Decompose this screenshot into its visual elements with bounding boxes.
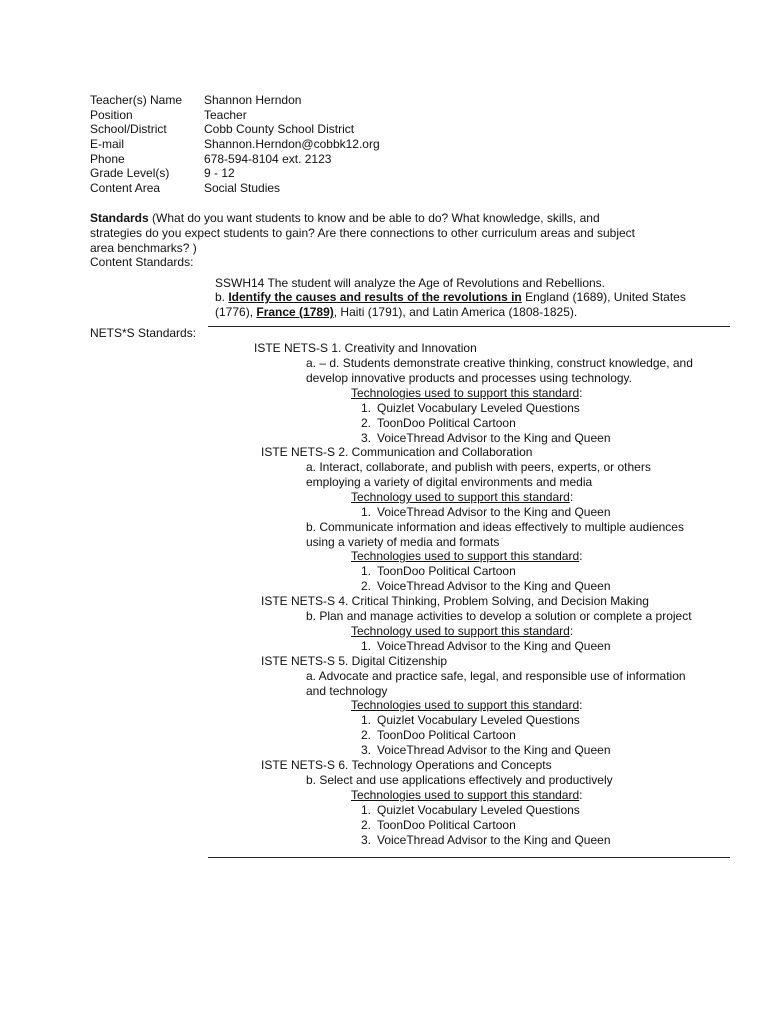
value-grade-levels: 9 - 12 (204, 166, 235, 180)
standard-b-bold: Identify the causes and results of the revolutions in (228, 290, 522, 304)
value-teacher-name: Shannon Herndon (204, 93, 302, 107)
nets-standards-label: NETS*S Standards: (90, 326, 197, 340)
nets-s5a-line2: and technology (306, 684, 388, 698)
label-teacher-name: Teacher(s) Name (90, 93, 183, 107)
content-standards-label: Content Standards: (90, 255, 194, 269)
nets-s2b-line1: b. Communicate information and ideas effectively to multiple audiences (306, 520, 684, 534)
standards-question-line1 (90, 211, 600, 226)
nets-s2b-line2: using a variety of media and formats (306, 535, 500, 549)
nets-s5-title: ISTE NETS-S 5. Digital Citizenship (261, 654, 448, 668)
label-content-area: Content Area (90, 180, 161, 195)
divider-top (208, 326, 730, 327)
nets-s6-title: ISTE NETS-S 6. Technology Operations and Concepts (261, 758, 552, 772)
label-position: Position (90, 107, 133, 122)
nets-s4-title: ISTE NETS-S 4. Critical Thinking, Problem Solving, and Decision Making (261, 594, 649, 608)
list-item: 3. VoiceThread Advisor to the King and Queen (360, 833, 611, 847)
nets-s2a-tech-heading: Technology used to support this standard: (351, 490, 574, 504)
label-school-district: School/District (90, 122, 167, 136)
list-item: 3. VoiceThread Advisor to the King and Queen (360, 431, 611, 445)
nets-s4b-line1: b. Plan and manage activities to develop a solution or complete a project (306, 609, 692, 623)
standards-question-line2: strategies do you expect students to gain? Are there connections to other curriculum areas and subject (90, 226, 635, 240)
nets-s4-tech-heading: Technology used to support this standard: (351, 624, 574, 638)
standard-b-line1: b. Identify the causes and results of the revolutions in England (1689), United States (215, 290, 686, 304)
list-item: 2. ToonDoo Political Cartoon (360, 728, 516, 742)
nets-s2a-line2: employing a variety of digital environments and media (306, 475, 593, 489)
value-phone: 678-594-8104 ext. 2123 (204, 151, 332, 166)
standard-b-line2: (1776), France (1789), Haiti (1791), and Latin America (1808-1825). (215, 305, 578, 319)
france-1789: France (1789) (256, 305, 334, 319)
nets-s2a-line1: a. Interact, collaborate, and publish with peers, experts, or others (306, 460, 651, 474)
list-item: 1. Quizlet Vocabulary Leveled Questions (360, 401, 580, 415)
value-email: Shannon.Herndon@cobbk12.org (204, 136, 380, 151)
list-item: 2. ToonDoo Political Cartoon (360, 416, 516, 430)
nets-s6-tech-heading: Technologies used to support this standard: (351, 788, 583, 802)
list-item: 1. ToonDoo Political Cartoon (360, 564, 516, 578)
nets-s6b-line1: b. Select and use applications effectively and productively (306, 773, 613, 787)
nets-s1-desc-line1: a. – d. Students demonstrate creative thinking, construct knowledge, and (306, 356, 693, 370)
nets-s1-tech-heading: Technologies used to support this standard: (351, 386, 583, 400)
divider-bottom (208, 857, 730, 858)
nets-s5a-line1: a. Advocate and practice safe, legal, and responsible use of information (306, 669, 686, 683)
sswh14-line: SSWH14 The student will analyze the Age of Revolutions and Rebellions. (215, 275, 606, 290)
nets-s2b-tech-heading: Technologies used to support this standard: (351, 549, 583, 563)
value-school-district: Cobb County School District (204, 122, 355, 136)
list-item: 3. VoiceThread Advisor to the King and Queen (360, 743, 611, 757)
standards-question-line3: area benchmarks? ) (90, 240, 197, 255)
standards-question-text: (What do you want students to know and be able to do? What knowledge, skills, and (148, 211, 600, 225)
list-item: 1. VoiceThread Advisor to the King and Queen (360, 505, 611, 519)
list-item: 1. Quizlet Vocabulary Leveled Questions (360, 803, 580, 817)
value-position: Teacher (204, 107, 247, 122)
label-email: E-mail (90, 136, 125, 151)
list-item: 1. Quizlet Vocabulary Leveled Questions (360, 713, 580, 727)
list-item: 2. VoiceThread Advisor to the King and Queen (360, 579, 611, 593)
label-phone: Phone (90, 151, 125, 166)
list-item: 2. ToonDoo Political Cartoon (360, 818, 516, 832)
standards-heading: Standards (90, 211, 149, 225)
label-grade-levels: Grade Level(s) (90, 166, 170, 180)
value-content-area: Social Studies (204, 180, 281, 195)
nets-s1-desc-line2: develop innovative products and processes using technology. (306, 371, 632, 385)
list-item: 1. VoiceThread Advisor to the King and Queen (360, 639, 611, 653)
nets-s5-tech-heading: Technologies used to support this standard: (351, 698, 583, 712)
nets-s1-title: ISTE NETS-S 1. Creativity and Innovation (254, 341, 477, 355)
nets-s2-title: ISTE NETS-S 2. Communication and Collaboration (261, 445, 533, 459)
